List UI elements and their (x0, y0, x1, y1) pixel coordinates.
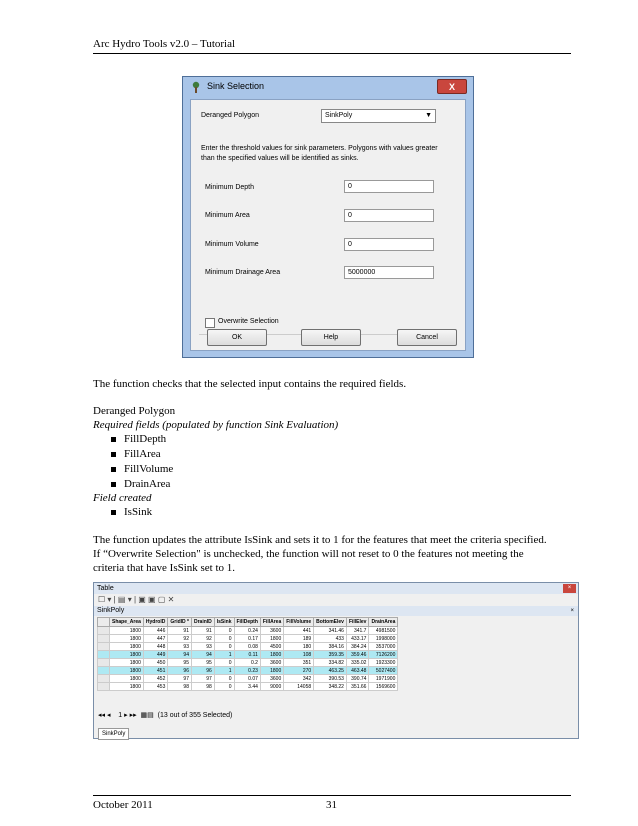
minimum-depth-input[interactable]: 0 (344, 180, 434, 193)
table-row[interactable] (98, 627, 398, 635)
table-close-icon[interactable]: × (563, 584, 576, 593)
paragraph-updates-line-1: The function updates the attribute IsSink and sets it to 1 for the features that meet the criteria specified. (93, 534, 547, 546)
row-selector-header (98, 618, 110, 627)
sink-selection-dialog (182, 76, 474, 358)
table-cell: 0.08 (234, 643, 260, 651)
table-cell: 390.53 (314, 675, 347, 683)
table-cell: 0 (214, 683, 234, 691)
minimum-area-label: Minimum Area (205, 212, 250, 219)
table-name-bar (94, 606, 578, 616)
table-cell: 96 (168, 667, 192, 675)
table-cell: 92 (191, 635, 214, 643)
chevron-down-icon: ▼ (425, 112, 432, 119)
bullet-fill-volume: FillVolume (124, 463, 174, 475)
table-cell: 433 (314, 635, 347, 643)
bullet-fill-area: FillArea (124, 448, 161, 460)
table-cell: 447 (143, 635, 167, 643)
minimum-area-input[interactable]: 0 (344, 209, 434, 222)
record-navigator (98, 711, 232, 719)
table-cell: 450 (143, 659, 167, 667)
table-cell: 0.24 (234, 627, 260, 635)
minimum-volume-label: Minimum Volume (205, 241, 259, 248)
dialog-titlebar (183, 77, 473, 98)
header-rule (93, 53, 571, 54)
table-cell: 1 (214, 651, 234, 659)
table-cell: 5027400 (369, 667, 398, 675)
table-window-titlebar (94, 583, 578, 594)
deranged-polygon-select[interactable] (321, 109, 436, 123)
nav-next-icon[interactable]: ▸ (124, 712, 128, 719)
table-cell: 0 (214, 643, 234, 651)
table-cell: 108 (284, 651, 314, 659)
help-button[interactable]: Help (301, 329, 361, 346)
row-selector[interactable] (98, 627, 110, 635)
paragraph-checks: The function checks that the selected input contains the required fields. (93, 378, 407, 390)
table-cell: 95 (168, 659, 192, 667)
table-cell: 463.25 (314, 667, 347, 675)
ok-button[interactable]: OK (207, 329, 267, 346)
table-window-title: Table (97, 585, 114, 592)
table-cell: 4981500 (369, 627, 398, 635)
table-cell: 1800 (110, 659, 144, 667)
row-selector[interactable] (98, 643, 110, 651)
column-header[interactable]: FillElev (346, 618, 369, 627)
nav-prev-icon[interactable]: ◂ (106, 712, 111, 719)
row-selector[interactable] (98, 651, 110, 659)
page-header: Arc Hydro Tools v2.0 – Tutorial (93, 38, 236, 50)
instructions-text: Enter the threshold values for sink parameters. Polygons with values greater than the specified values will be identified as sinks. (201, 145, 438, 162)
table-cell: 359.35 (314, 651, 347, 659)
table-cell: 1 (214, 667, 234, 675)
cancel-button[interactable]: Cancel (397, 329, 457, 346)
table-cell: 0.2 (234, 659, 260, 667)
table-cell: 4500 (260, 643, 283, 651)
table-cell: 98 (191, 683, 214, 691)
minimum-drainage-area-label: Minimum Drainage Area (205, 269, 281, 276)
table-cell: 342 (284, 675, 314, 683)
table-cell: 93 (191, 643, 214, 651)
table-cell: 1800 (110, 675, 144, 683)
row-selector[interactable] (98, 675, 110, 683)
table-row[interactable] (98, 635, 398, 643)
table-cell: 1569600 (369, 683, 398, 691)
table-cell: 97 (191, 675, 214, 683)
table-cell: 7126200 (369, 651, 398, 659)
table-cell: 1800 (110, 651, 144, 659)
table-cell: 98 (168, 683, 192, 691)
paragraph-required-fields: Required fields (populated by function Sink Evaluation) (93, 419, 339, 431)
row-selector[interactable] (98, 635, 110, 643)
table-cell: 189 (284, 635, 314, 643)
table-cell: 351 (284, 659, 314, 667)
table-cell: 97 (168, 675, 192, 683)
table-cell: 441 (284, 627, 314, 635)
bullet-drain-area: DrainArea (124, 478, 171, 490)
table-cell: 1800 (110, 683, 144, 691)
table-cell: 1971900 (369, 675, 398, 683)
table-cell: 341.7 (346, 627, 369, 635)
table-cell: 3600 (260, 659, 283, 667)
nav-first-icon[interactable]: ◂◂ (98, 712, 106, 719)
table-cell: 0 (214, 627, 234, 635)
table-cell: 94 (191, 651, 214, 659)
table-cell: 1998000 (369, 635, 398, 643)
table-cell: 91 (191, 627, 214, 635)
column-header[interactable]: FillDepth (234, 618, 260, 627)
table-cell: 3600 (260, 627, 283, 635)
table-cell: 451 (143, 667, 167, 675)
deranged-polygon-label: Deranged Polygon (201, 112, 259, 119)
column-header[interactable]: IsSink (214, 618, 234, 627)
selection-status: (13 out of 355 Selected) (157, 712, 233, 719)
column-header[interactable]: BottomElev (314, 618, 347, 627)
row-selector[interactable] (98, 683, 110, 691)
minimum-volume-input[interactable]: 0 (344, 238, 434, 251)
dialog-close-button[interactable]: X (437, 79, 467, 94)
table-cell: 384.16 (314, 643, 347, 651)
overwrite-selection-checkbox[interactable] (205, 318, 215, 328)
table-cell: 270 (284, 667, 314, 675)
table-cell: 390.74 (346, 675, 369, 683)
table-cell: 0 (214, 635, 234, 643)
table-cell: 1923300 (369, 659, 398, 667)
column-header[interactable]: FillVolume (284, 618, 314, 627)
table-cell: 1800 (260, 667, 283, 675)
dialog-body (190, 99, 466, 351)
column-header[interactable]: HydroID (143, 618, 167, 627)
table-cell: 3600 (260, 675, 283, 683)
footer-date: October 2011 (93, 799, 153, 811)
table-row[interactable] (98, 667, 398, 675)
table-cell: 3.44 (234, 683, 260, 691)
table-cell: 463.48 (346, 667, 369, 675)
table-cell: 1800 (110, 667, 144, 675)
table-cell: 453 (143, 683, 167, 691)
table-cell: 348.22 (314, 683, 347, 691)
table-cell: 335.02 (346, 659, 369, 667)
table-cell: 359.46 (346, 651, 369, 659)
table-cell: 334.82 (314, 659, 347, 667)
paragraph-updates-line-2: If “Overwrite Selection" is unchecked, the function will not reset to 0 the features not meeting the (93, 548, 524, 560)
table-cell: 95 (191, 659, 214, 667)
table-cell: 93 (168, 643, 192, 651)
table-cell: 448 (143, 643, 167, 651)
table-cell: 3537000 (369, 643, 398, 651)
bullet-is-sink: IsSink (124, 506, 153, 518)
footer-rule (93, 795, 571, 796)
table-cell: 0 (214, 659, 234, 667)
table-cell: 341.46 (314, 627, 347, 635)
table-cell: 449 (143, 651, 167, 659)
table-cell: 14058 (284, 683, 314, 691)
table-cell: 0.07 (234, 675, 260, 683)
table-tab[interactable]: SinkPoly (98, 728, 129, 740)
bullet-fill-depth: FillDepth (124, 433, 167, 445)
column-header[interactable]: FillArea (260, 618, 283, 627)
minimum-drainage-area-input[interactable]: 5000000 (344, 266, 434, 279)
column-header[interactable]: DrainArea (369, 618, 398, 627)
paragraph-field-created: Field created (93, 492, 152, 504)
table-cell: 180 (284, 643, 314, 651)
view-toggle-icon[interactable]: ▦▤ (140, 712, 154, 719)
minimum-depth-label: Minimum Depth (205, 184, 255, 191)
table-cell: 96 (191, 667, 214, 675)
table-name: SinkPoly (97, 607, 125, 614)
table-cell: 433.17 (346, 635, 369, 643)
nav-record-number[interactable]: 1 (118, 712, 123, 719)
column-header[interactable]: GridID * (168, 618, 192, 627)
table-cell: 0 (214, 675, 234, 683)
table-cell: 94 (168, 651, 192, 659)
table-cell: 452 (143, 675, 167, 683)
grid-header-row (98, 618, 398, 627)
close-icon[interactable]: × (570, 608, 574, 614)
row-selector[interactable] (98, 659, 110, 667)
table-cell: 1800 (110, 627, 144, 635)
table-row[interactable] (98, 659, 398, 667)
table-cell: 0.23 (234, 667, 260, 675)
table-cell: 92 (168, 635, 192, 643)
table-cell: 1800 (110, 643, 144, 651)
table-cell: 446 (143, 627, 167, 635)
table-cell: 1800 (260, 651, 283, 659)
table-cell: 384.24 (346, 643, 369, 651)
table-cell: 351.66 (346, 683, 369, 691)
column-header[interactable]: Shape_Area (110, 618, 144, 627)
table-row[interactable] (98, 643, 398, 651)
table-cell: 0.17 (234, 635, 260, 643)
page-number: 31 (326, 799, 337, 811)
hydro-tool-icon (190, 81, 202, 94)
paragraph-updates-line-3: criteria that have IsSink set to 1. (93, 562, 236, 574)
table-cell: 1800 (110, 635, 144, 643)
paragraph-deranged-polygon: Deranged Polygon (93, 405, 176, 417)
table-cell: 0.11 (234, 651, 260, 659)
table-cell: 91 (168, 627, 192, 635)
table-cell: 1800 (260, 635, 283, 643)
deranged-polygon-value: SinkPoly (325, 112, 353, 119)
row-selector[interactable] (98, 667, 110, 675)
table-row[interactable] (98, 675, 398, 683)
attribute-table-window (93, 582, 579, 739)
table-toolbar[interactable]: ☐ ▾ | ▤ ▾ | ▣ ▣ ▢ ✕ (98, 595, 175, 604)
overwrite-selection-label: Overwrite Selection (218, 318, 279, 325)
column-header[interactable]: DrainID (191, 618, 214, 627)
attribute-grid (97, 617, 398, 691)
dialog-title: Sink Selection (207, 81, 265, 91)
nav-last-icon[interactable]: ▸▸ (129, 712, 137, 719)
table-row[interactable] (98, 651, 398, 659)
table-row[interactable] (98, 683, 398, 691)
table-cell: 9000 (260, 683, 283, 691)
